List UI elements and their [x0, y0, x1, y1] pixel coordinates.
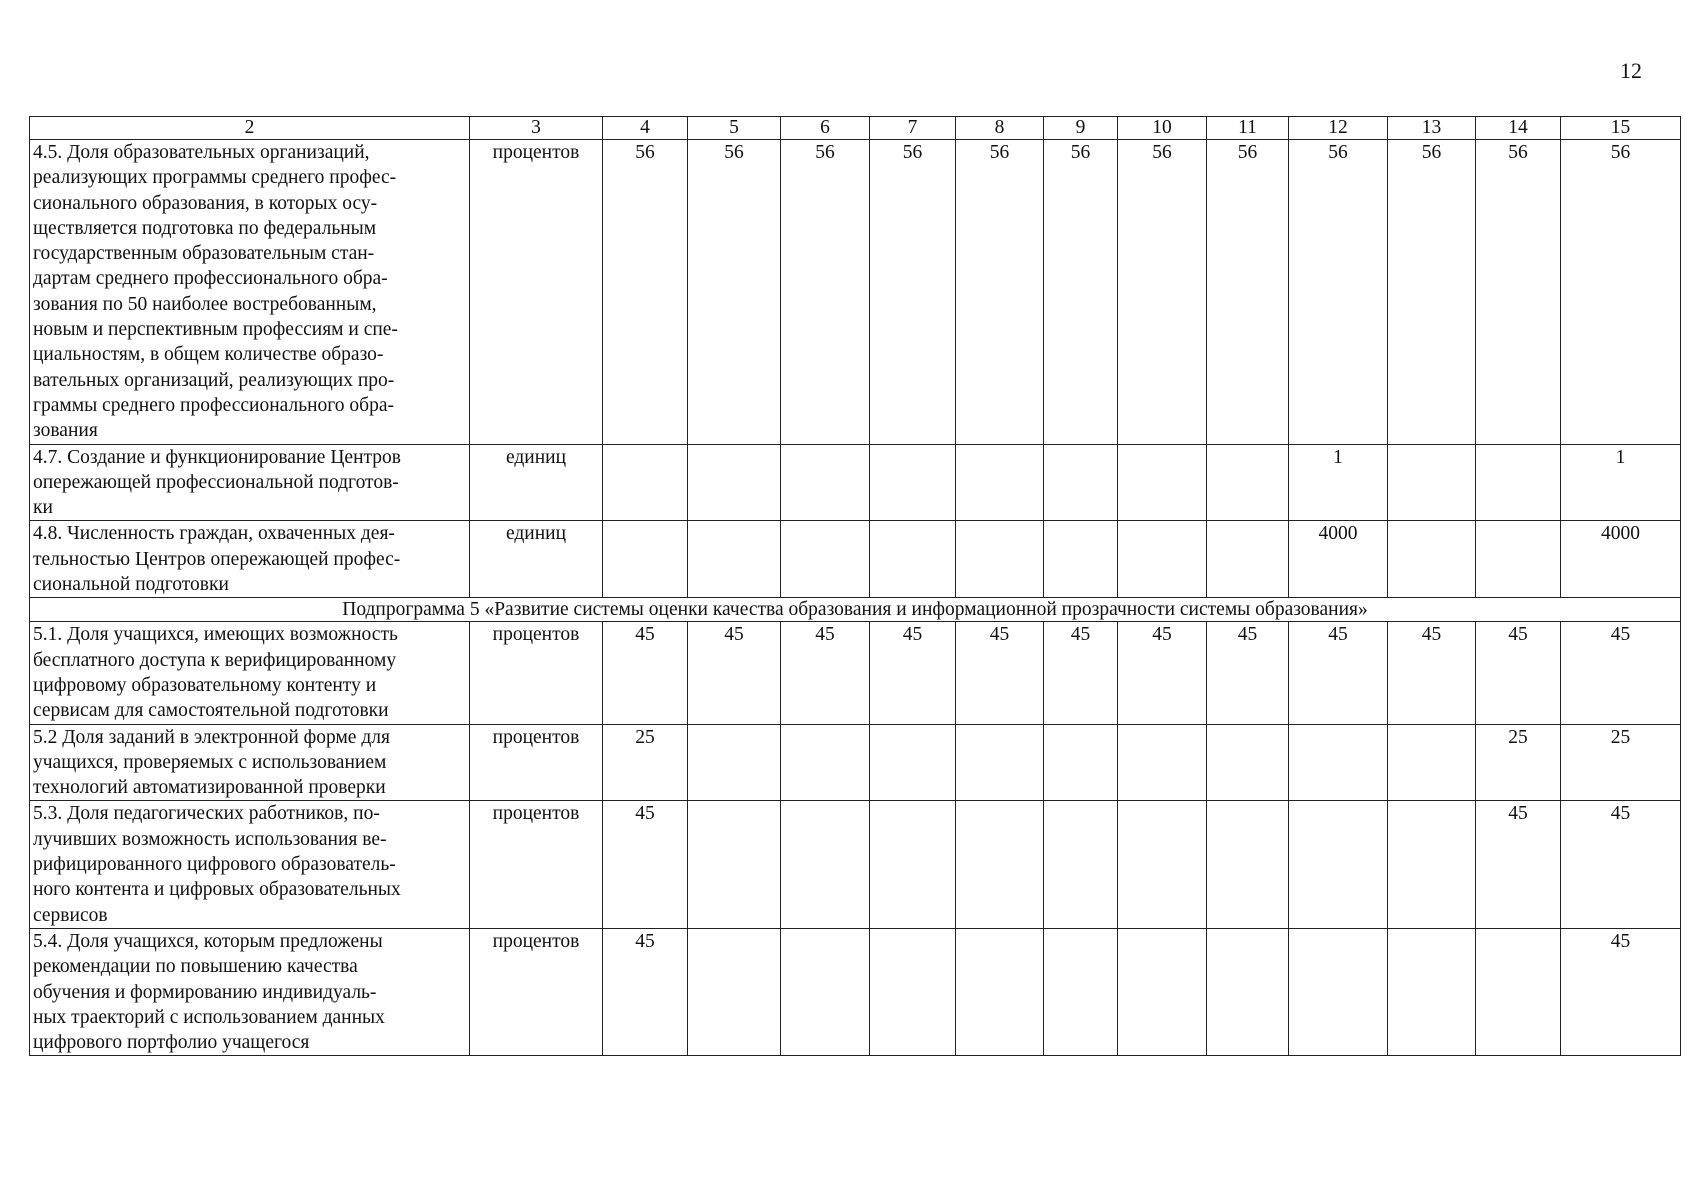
value-cell — [1207, 801, 1289, 928]
value-cell: 45 — [781, 622, 870, 724]
value-cell: 45 — [603, 622, 688, 724]
table-row — [30, 622, 1681, 724]
value-cell — [781, 444, 870, 521]
value-cell — [1289, 724, 1388, 801]
value-cell: 1 — [1561, 444, 1681, 521]
value-cell — [956, 521, 1044, 598]
value-cell — [1118, 724, 1207, 801]
value-cell: 4000 — [1561, 521, 1681, 598]
value-cell: 45 — [688, 622, 781, 724]
value-cell: 56 — [1476, 140, 1561, 445]
value-cell — [1289, 928, 1388, 1055]
subprogram-title: Подпрограмма 5 «Развитие системы оценки качества образования и информационной прозрачности системы образования» — [30, 598, 1681, 622]
value-cell: 56 — [603, 140, 688, 445]
value-cell — [1476, 444, 1561, 521]
column-header: 5 — [688, 117, 781, 140]
indicators-table — [29, 116, 1681, 1056]
unit-cell: единиц — [470, 444, 603, 521]
value-cell — [1476, 928, 1561, 1055]
indicator-name: 4.7. Создание и функционирование Центров опережающей профессиональной подготов- ки — [30, 444, 470, 521]
header-row — [30, 117, 1681, 140]
value-cell: 45 — [1561, 928, 1681, 1055]
value-cell: 25 — [1476, 724, 1561, 801]
column-header: 12 — [1289, 117, 1388, 140]
subprogram-row — [30, 598, 1681, 622]
column-header: 11 — [1207, 117, 1289, 140]
value-cell: 4000 — [1289, 521, 1388, 598]
value-cell: 56 — [1561, 140, 1681, 445]
value-cell — [1044, 521, 1118, 598]
value-cell — [870, 724, 956, 801]
value-cell: 45 — [603, 801, 688, 928]
value-cell — [1044, 801, 1118, 928]
value-cell: 45 — [603, 928, 688, 1055]
column-header: 13 — [1388, 117, 1476, 140]
value-cell — [1044, 724, 1118, 801]
value-cell: 56 — [870, 140, 956, 445]
unit-cell: единиц — [470, 521, 603, 598]
indicator-name: 5.1. Доля учащихся, имеющих возможность бесплатного доступа к верифицированному цифровому образовательному контенту и сервисам для самостоятельной подготовки — [30, 622, 470, 724]
value-cell — [781, 801, 870, 928]
value-cell — [1207, 444, 1289, 521]
indicator-name: 4.5. Доля образовательных организаций, реализующих программы среднего профес- сионального образования, в которых осу- ществляется подготовка по федеральным государственным образовательным стан- дартам среднего профессионального обра- зования по 50 наиболее востребованным, новым и перспективным профессиям и спе- циальностям, в общем количестве образо- вательных организаций, реализующих про- граммы среднего профессионального обра- зования — [30, 140, 470, 445]
value-cell — [1207, 928, 1289, 1055]
value-cell: 45 — [1476, 622, 1561, 724]
value-cell — [870, 521, 956, 598]
value-cell: 56 — [781, 140, 870, 445]
value-cell — [1388, 801, 1476, 928]
value-cell — [1118, 444, 1207, 521]
value-cell: 45 — [1207, 622, 1289, 724]
value-cell — [1044, 928, 1118, 1055]
unit-cell: процентов — [470, 622, 603, 724]
column-header: 7 — [870, 117, 956, 140]
value-cell: 56 — [956, 140, 1044, 445]
value-cell: 56 — [1289, 140, 1388, 445]
value-cell — [956, 724, 1044, 801]
value-cell — [1289, 801, 1388, 928]
value-cell — [1118, 521, 1207, 598]
value-cell: 45 — [1044, 622, 1118, 724]
value-cell — [688, 444, 781, 521]
indicator-name: 5.4. Доля учащихся, которым предложены рекомендации по повышению качества обучения и формированию индивидуаль- ных траекторий с использованием данных цифрового портфолио учащегося — [30, 928, 470, 1055]
table-row — [30, 444, 1681, 521]
table-row — [30, 801, 1681, 928]
value-cell — [1118, 928, 1207, 1055]
value-cell — [1207, 521, 1289, 598]
table-body — [30, 117, 1681, 1056]
value-cell — [1044, 444, 1118, 521]
value-cell: 25 — [603, 724, 688, 801]
value-cell — [870, 444, 956, 521]
value-cell — [956, 444, 1044, 521]
value-cell — [1476, 521, 1561, 598]
unit-cell: процентов — [470, 928, 603, 1055]
value-cell — [956, 928, 1044, 1055]
value-cell — [1118, 801, 1207, 928]
value-cell: 45 — [1289, 622, 1388, 724]
value-cell — [603, 444, 688, 521]
value-cell: 45 — [1476, 801, 1561, 928]
column-header: 2 — [30, 117, 470, 140]
value-cell — [781, 724, 870, 801]
value-cell: 56 — [1118, 140, 1207, 445]
unit-cell: процентов — [470, 801, 603, 928]
value-cell: 56 — [1044, 140, 1118, 445]
unit-cell: процентов — [470, 140, 603, 445]
page-number: 12 — [1620, 58, 1642, 83]
table-row — [30, 521, 1681, 598]
value-cell — [688, 928, 781, 1055]
value-cell: 45 — [1561, 622, 1681, 724]
value-cell — [603, 521, 688, 598]
column-header: 15 — [1561, 117, 1681, 140]
value-cell — [688, 724, 781, 801]
column-header: 9 — [1044, 117, 1118, 140]
value-cell — [870, 928, 956, 1055]
indicator-name: 4.8. Численность граждан, охваченных дея- тельностью Центров опережающей профес- сиональной подготовки — [30, 521, 470, 598]
value-cell — [1207, 724, 1289, 801]
value-cell — [688, 521, 781, 598]
value-cell: 45 — [956, 622, 1044, 724]
column-header: 3 — [470, 117, 603, 140]
value-cell: 1 — [1289, 444, 1388, 521]
value-cell: 56 — [1388, 140, 1476, 445]
value-cell: 45 — [1388, 622, 1476, 724]
value-cell: 45 — [1561, 801, 1681, 928]
unit-cell: процентов — [470, 724, 603, 801]
value-cell — [870, 801, 956, 928]
value-cell: 56 — [1207, 140, 1289, 445]
column-header: 4 — [603, 117, 688, 140]
table-row — [30, 724, 1681, 801]
column-header: 8 — [956, 117, 1044, 140]
indicator-name: 5.3. Доля педагогических работников, по- лучивших возможность использования ве- рифицированного цифрового образователь- ного контента и цифровых образовательных сервисов — [30, 801, 470, 928]
value-cell — [1388, 724, 1476, 801]
table-row — [30, 928, 1681, 1055]
indicator-name: 5.2 Доля заданий в электронной форме для учащихся, проверяемых с использованием технологий автоматизированной проверки — [30, 724, 470, 801]
column-header: 6 — [781, 117, 870, 140]
value-cell — [781, 928, 870, 1055]
value-cell — [688, 801, 781, 928]
value-cell: 45 — [870, 622, 956, 724]
value-cell — [956, 801, 1044, 928]
value-cell — [1388, 928, 1476, 1055]
value-cell — [1388, 521, 1476, 598]
value-cell — [781, 521, 870, 598]
value-cell: 56 — [688, 140, 781, 445]
table-row — [30, 140, 1681, 445]
value-cell: 45 — [1118, 622, 1207, 724]
column-header: 10 — [1118, 117, 1207, 140]
value-cell: 25 — [1561, 724, 1681, 801]
value-cell — [1388, 444, 1476, 521]
column-header: 14 — [1476, 117, 1561, 140]
